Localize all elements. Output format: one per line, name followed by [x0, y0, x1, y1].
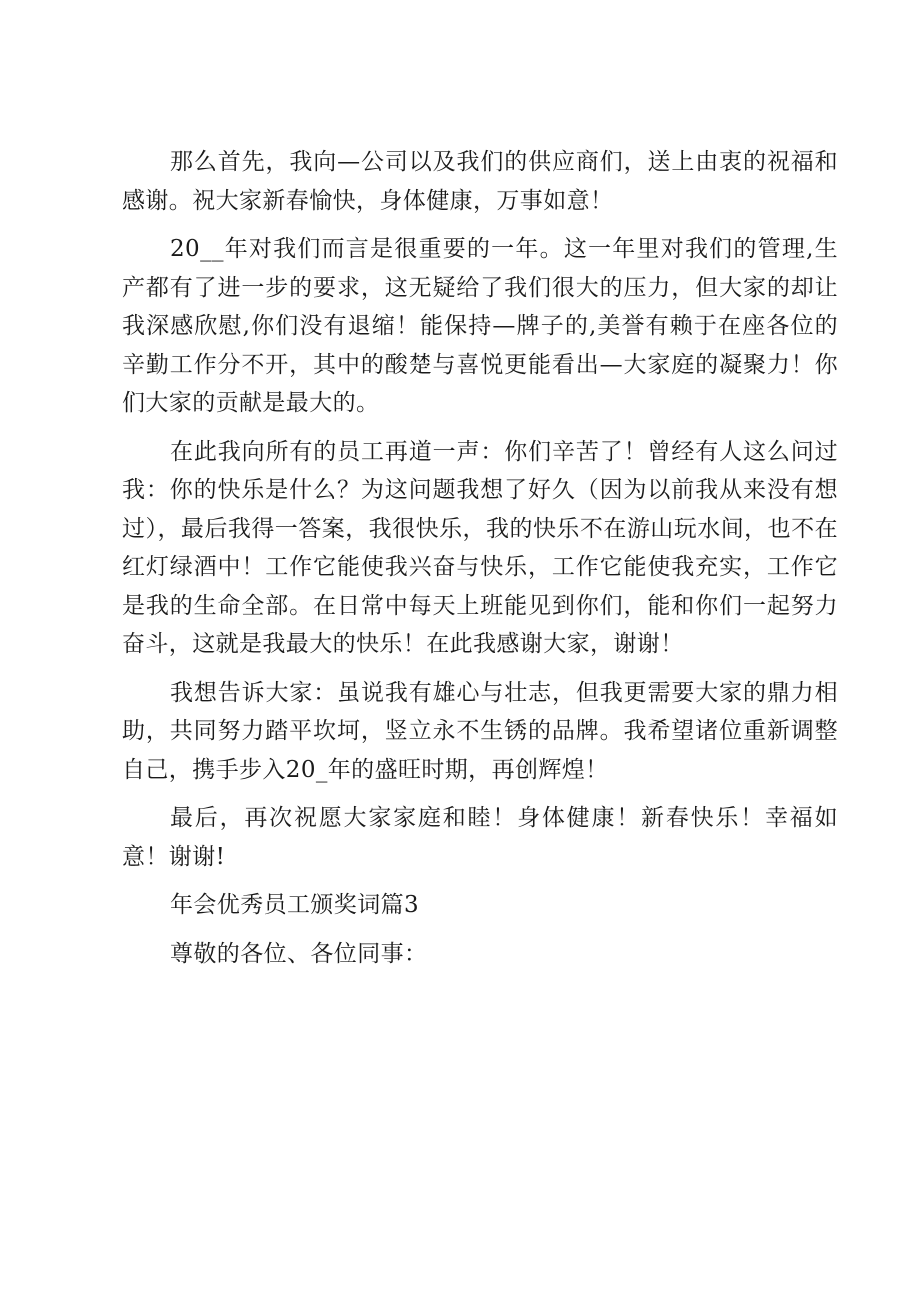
paragraph-ambition: 我想告诉大家：虽说我有雄心与壮志，但我更需要大家的鼎力相助，共同努力踏平坎坷，竖立永不生锈的品牌。我希望诸位重新调整自己，携手步入20_年的盛旺时期，再创辉煌！ — [122, 679, 838, 783]
paragraph-closing: 最后，再次祝愿大家家庭和睦！身体健康！新春快乐！幸福如意！谢谢! — [122, 805, 838, 870]
paragraph-year-review: 20__年对我们而言是很重要的一年。这一年里对我们的管理,生产都有了进一步的要求，这无疑给了我们很大的压力，但大家的却让我深感欣慰,你们没有退缩！能保持—牌子的,美誉有赖于在座各位的辛勤工作分不开，其中的酸楚与喜悦更能看出—大家庭的凝聚力！你们大家的贡献是最大的。 — [122, 236, 838, 416]
paragraph-thanks-staff: 在此我向所有的员工再道一声：你们辛苦了！曾经有人这么问过我：你的快乐是什么？为这问题我想了好久（因为以前我从来没有想过），最后我得一答案，我很快乐，我的快乐不在游山玩水间，也不在红灯绿酒中！工作它能使我兴奋与快乐，工作它能使我充实，工作它是我的生命全部。在日常中每天上班能见到你们，能和你们一起努力奋斗，这就是我最大的快乐！在此我感谢大家，谢谢！ — [122, 438, 838, 657]
document-body — [122, 143, 838, 983]
salutation: 尊敬的各位、各位同事： — [170, 940, 428, 967]
section-heading: 年会优秀员工颁奖词篇3 — [170, 892, 420, 918]
paragraph-greeting: 那么首先，我向—公司以及我们的供应商们，送上由衷的祝福和感谢。祝大家新春愉快，身体健康，万事如意！ — [122, 149, 838, 214]
